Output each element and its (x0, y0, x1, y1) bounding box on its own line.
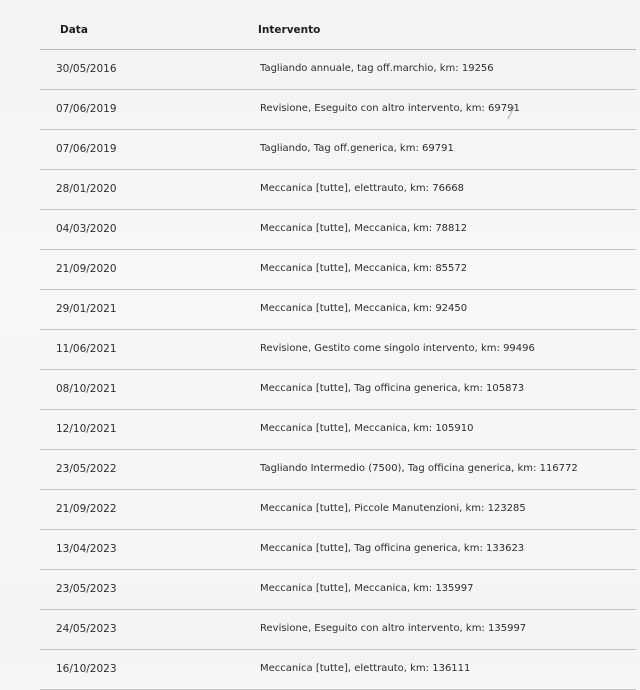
table-row (40, 330, 636, 370)
row-date: 08/10/2021 (56, 383, 117, 395)
row-intervention: Meccanica [tutte], Meccanica, km: 135997 (260, 583, 474, 594)
table-row (40, 650, 636, 690)
table-row (40, 130, 636, 170)
row-intervention: Tagliando Intermedio (7500), Tag officina generica, km: 116772 (260, 463, 578, 474)
row-intervention: Tagliando, Tag off.generica, km: 69791 (260, 143, 454, 154)
table-row (40, 490, 636, 530)
row-date: 28/01/2020 (56, 183, 117, 195)
table-row (40, 50, 636, 90)
row-date: 29/01/2021 (56, 303, 117, 315)
table-body (40, 50, 636, 690)
row-date: 11/06/2021 (56, 343, 117, 355)
table-row (40, 570, 636, 610)
row-intervention: Revisione, Gestito come singolo intervento, km: 99496 (260, 343, 535, 354)
row-date: 21/09/2022 (56, 503, 117, 515)
row-date: 12/10/2021 (56, 423, 117, 435)
row-intervention: Meccanica [tutte], Tag officina generica, km: 133623 (260, 543, 525, 554)
row-intervention: Meccanica [tutte], Meccanica, km: 85572 (260, 263, 468, 274)
row-intervention: Meccanica [tutte], Tag officina generica, km: 105873 (260, 383, 525, 394)
column-header-intervention: Intervento (258, 24, 321, 36)
column-header-date: Data (60, 24, 88, 36)
row-date: 07/06/2019 (56, 103, 117, 115)
service-history-table (40, 14, 636, 690)
table-row (40, 410, 636, 450)
table-row (40, 610, 636, 650)
table-row (40, 290, 636, 330)
table-row (40, 450, 636, 490)
row-date: 24/05/2023 (56, 623, 117, 635)
row-intervention: Meccanica [tutte], elettrauto, km: 76668 (260, 183, 465, 194)
table-row (40, 370, 636, 410)
table-row (40, 90, 636, 130)
row-intervention: Meccanica [tutte], Meccanica, km: 92450 (260, 303, 468, 314)
row-date: 21/09/2020 (56, 263, 117, 275)
row-intervention: Meccanica [tutte], Piccole Manutenzioni, km: 123285 (260, 503, 526, 514)
row-intervention: Meccanica [tutte], Meccanica, km: 78812 (260, 223, 468, 234)
table-row (40, 210, 636, 250)
table-row (40, 170, 636, 210)
row-intervention: Revisione, Eseguito con altro intervento, km: 69791 (260, 103, 520, 114)
row-date: 13/04/2023 (56, 543, 117, 555)
row-date: 30/05/2016 (56, 63, 117, 75)
row-date: 07/06/2019 (56, 143, 117, 155)
row-intervention: Tagliando annuale, tag off.marchio, km: 19256 (260, 63, 494, 74)
row-intervention: Revisione, Eseguito con altro intervento, km: 135997 (260, 623, 527, 634)
table-row (40, 530, 636, 570)
row-intervention: Meccanica [tutte], Meccanica, km: 105910 (260, 423, 474, 434)
row-date: 04/03/2020 (56, 223, 117, 235)
row-date: 23/05/2023 (56, 583, 117, 595)
table-header (40, 14, 636, 50)
row-intervention: Meccanica [tutte], elettrauto, km: 136111 (260, 663, 471, 674)
row-date: 16/10/2023 (56, 663, 117, 675)
table-row (40, 250, 636, 290)
row-date: 23/05/2022 (56, 463, 117, 475)
